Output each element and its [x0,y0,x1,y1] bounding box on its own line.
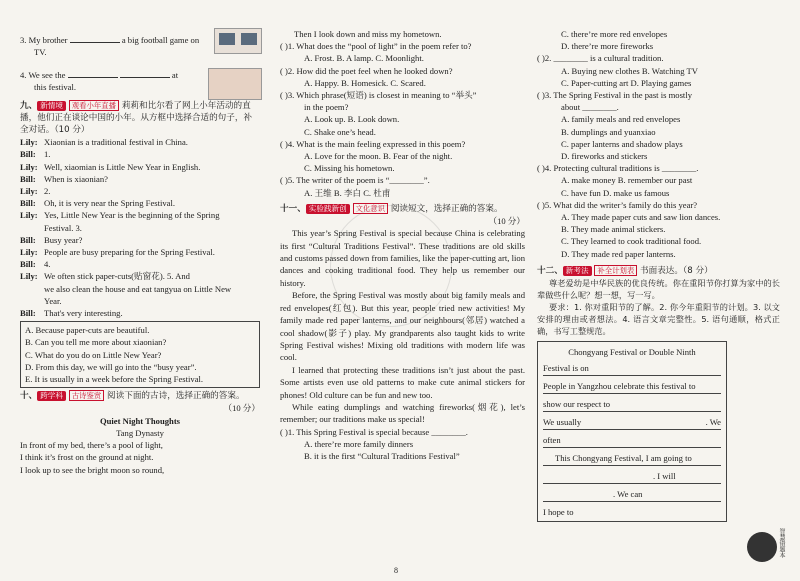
write-line[interactable]: People in Yangzhou celebrate this festival to [543,376,721,394]
write-line[interactable]: Festival is on [543,358,721,376]
question-4: 4. We see the at [20,70,179,81]
write-line[interactable]: This Chongyang Festival, I am going to [543,448,721,466]
option-item: A. Because paper-cuts are beautiful. [25,325,150,336]
answer-blank[interactable] [70,34,120,43]
poem-dynasty: Tang Dynasty [116,427,164,438]
dialogue-line [20,234,260,246]
option-line: Then I look down and miss my hometown. [294,29,442,39]
passage-paragraph: Before, the Spring Festival was mostly about big family meals and red envelopes(红包). But this year, people tried new activities! My family made red paper lanterns, and our neighbours(邻居) watched a cool shadow(影子) play. My grandparents also taught kids to write Spring Festival wishes! Mixing old traditions with modern life was cool. [280,290,525,363]
dialogue-line [20,270,260,282]
option-line: C. paper lanterns and shadow plays [561,138,683,149]
passage-paragraph: While eating dumplings and watching fireworks(烟花), let’s remember; our traditions make us special! [280,401,525,425]
dialogue-line [20,246,260,258]
speaker: Bill: [20,234,36,245]
question-line: ( )5. The writer of the poem is “________”. [280,175,430,186]
passage-paragraph: I learned that protecting these traditions isn’t just about the past. Some artists even use old patterns to make cute animal stickers for phones! Old culture can be fun and new too. [280,364,525,400]
option-line: B. They made animal stickers. [561,224,666,235]
speaker: Lily: [20,271,38,282]
question-line: ( )4. Protecting cultural traditions is ________. [537,163,699,174]
page-number: 8 [394,566,398,575]
option-item: D. From this day, we will go into the “busy year”. [25,361,197,372]
speaker: Lily: [20,210,38,221]
dialogue-text: Oh, it is very near the Spring Festival. [44,198,176,209]
dialogue-line [20,283,260,295]
poem-line: In front of my bed, there’s a pool of light, [20,440,163,451]
dialogue-text: Xiaonian is a traditional festival in China. [44,137,188,148]
question-line: ( )2. ________ is a cultural tradition. [537,53,664,64]
option-line: A. Happy. B. Homesick. C. Scared. [304,77,426,88]
option-line: A. Look up. B. Look down. [304,114,400,125]
dragon-boat-picture [208,68,262,100]
question-line: ( )2. How did the poet feel when he looked down? [280,65,453,76]
option-line: in the poem? [304,102,349,113]
poem-line: I think it’s frost on the ground at night. [20,452,154,463]
answer-blank[interactable] [120,69,170,78]
writing-box: Chongyang Festival or Double Ninth Festival is on People in Yangzhou celebrate this festival to show our respect to We usually . We often This Chongyang Festival, I am going to . I will . We can I hope to [537,341,727,522]
speaker: Bill: [20,149,36,160]
option-item: C. What do you do on Little New Year? [25,349,162,360]
dialogue-text: Busy year? [44,234,83,245]
speaker: Lily: [20,186,38,197]
dialogue-line [20,295,260,307]
option-line: C. have fun D. make us famous [561,187,670,198]
reading-passage [280,227,525,426]
question-line: ( )3. The Spring Festival in the past is mostly [537,90,692,101]
write-line[interactable]: I hope to [543,507,574,518]
option-line: D. there’re more fireworks [561,41,654,52]
tv-picture [214,28,262,54]
speaker: Lily: [20,161,38,172]
speaker: Lily: [20,137,38,148]
passage-paragraph: This year’s Spring Festival is special because China is celebrating its first “Cultural Traditions Festival”. These traditions are old skills and customs passed down from families, like the paper-cutting art, lion dances and cooking traditional food. They help us remember our history. [280,228,525,288]
option-item: E. It is usually in a week before the Spring Festival. [25,374,204,385]
option-line: A. make money B. remember our past [561,175,693,186]
answer-blank[interactable] [68,69,118,78]
dialogue-line [20,222,260,234]
write-line[interactable]: often [543,430,721,448]
dialogue-text: When is xiaonian? [44,173,108,184]
option-line: B. dumplings and yuanxiao [561,126,656,137]
question-1: ( )1. This Spring Festival is special because ________. [280,426,468,437]
option-line: C. They learned to cook traditional food. [561,236,702,247]
poem-title: Quiet Night Thoughts [99,415,181,426]
option-line: C. Missing his hometown. [304,163,395,174]
column-right: C. there’re more red envelopes D. there’re more fireworks ( )2. ________ is a cultural tradition. A. Buying new clothes B. Watching TV C. Paper-cutting art D. Playing games ( )3. The Spring Festival in the past is mostly about ________. A. family meals and red envelopes B. dumplings and yuanxiao C. paper lanterns and shadow plays D. fireworks and stickers ( )4. Protecting cultural traditions is ________. A. make money B. remember our past C. have fun D. make us famous ( )5. What did the writer’s family do this year? A. They made paper cuts and saw lion dances. B. They made animal stickers. C. They learned to cook traditional food. D. They made red paper lanterns. 十二、 新考法 补全计划表 书面表达。（8 分） 尊老爱幼是中华民族的优良传统。你在重阳节你打算为家中的长辈做些什么呢？想一想，写一写。 要求：1. 你对重阳节的了解。2. 你今年重阳节的计划。3. 以文安排的理由或者想法。4. 语言文章完整性。5. 语句通顺，格式正确，书写工整规范。 Chongyang Festival or Double Ninth Festival is on People in Yangzhou celebrate this festival to show our respect to We usually . We often This Chongyang Festival, I am going to . I will . We can I hope to [537,28,780,522]
option-line: C. there’re more red envelopes [561,29,668,39]
speaker: Bill: [20,308,36,319]
options-box [20,321,260,388]
option-line: A. They made paper cuts and saw lion dances. [561,212,721,223]
poem-line: I look up to see the bright moon so round, [20,464,165,475]
dialogue-line [20,173,260,185]
question-3: 3. My brother a big football game on [20,35,200,45]
option-line: A. 王维 B. 李白 C. 杜甫 [304,187,391,198]
option-line: D. They made red paper lanterns. [561,248,676,259]
dialogue-line [20,258,260,270]
speaker: Bill: [20,173,36,184]
dialogue-text: 4. [44,259,51,270]
dialogue-text: We often stick paper-cuts(贴窗花). 5. And [44,271,190,282]
write-line[interactable]: We usually . We [543,412,721,430]
dialogue-text: we also clean the house and eat tangyua on Little New [44,283,232,294]
option-item: B. Can you tell me more about xiaonian? [25,337,167,348]
question-line: ( )1. What does the “pool of light” in the poem refer to? [280,41,472,52]
dialogue-text: That's very interesting. [44,308,123,319]
option-line: A. Frost. B. A lamp. C. Moonlight. [304,53,424,64]
option-line: D. fireworks and stickers [561,151,648,162]
dialogue-text: Festival. 3. [44,222,82,233]
dialogue-text: Year. [44,295,62,306]
section-12-header: 十二、 新考法 补全计划表 书面表达。（8 分） [537,265,713,276]
poem-body [20,439,260,476]
dialogue-line [20,161,260,173]
question-line: ( )4. What is the main feeling expressed in this poem? [280,138,466,149]
question-line: ( )3. Which phrase(短语) is closest in meaning to “举头” [280,90,477,101]
corner-label: 智慧错题本 [778,528,785,558]
dialogue-line [20,209,260,221]
qr-logo [747,532,777,562]
speaker: Bill: [20,259,36,270]
write-line[interactable]: show our respect to [543,394,721,412]
write-line[interactable]: . We can [543,484,721,502]
dialogue-line [20,148,260,160]
poem-questions [280,28,525,199]
section-10-header: 十、 跨学科 古诗鉴赏 阅读下面的古诗，选择正确的答案。 [20,391,245,402]
dialogue-text: 2. [44,186,51,197]
speaker: Bill: [20,198,36,209]
dialogue-text: Well, xiaomian is Little New Year in English. [44,161,201,172]
dialogue-text: Yes, Little New Year is the beginning of the Spring [44,210,220,221]
option-line: about ________. [561,102,619,113]
option-line: A. Love for the moon. B. Fear of the night. [304,151,453,162]
dialogue-line [20,197,260,209]
option-line: C. Paper-cutting art D. Playing games [561,77,692,88]
option-line: C. Shake one’s head. [304,126,376,137]
section-9-header: 九、 新情境 观看小年直播 莉莉和比尔看了网上小年活动的直 [20,100,251,111]
option-line: A. family meals and red envelopes [561,114,681,125]
dialogue-text: 1. [44,149,51,160]
dialogue [20,136,260,319]
question-line: ( )5. What did the writer’s family do this year? [537,199,698,210]
write-line[interactable]: . I will [543,466,721,484]
column-middle: Then I look down and miss my hometown. ( )1. What does the “pool of light” in the poem refer to? A. Frost. B. A lamp. C. Moonlight. ( )2. How did the poet feel when he looked down? A. Happy. B. Homesick. C. Scared. ( )3. Which phrase(短语) is closest in meaning to “举头” in the poem? A. Look up. B. Look down. C. Shake one’s head. ( )4. What is the main feeling expressed in this poem? A. Love for the moon. B. Fear of the night. C. Missing his hometown. ( )5. The writer of the poem is “________”. A. 王维 B. 李白 C. 杜甫 十一、 实验践新创 文化意识 阅读短文，选择正确的答案。 （10 分） This year’s Spring Festival is special because China is celebrating its first “Cultural Traditions Festival”. These traditions are old skills and customs passed down from families, like the paper-cutting art, lion dances and cooking traditional food. They help us remember our history. Before, the Spring Festival was mostly about big family meals and red envelopes(红包). But this year, people tried new activities! My family made red paper lanterns, and our neighbours(邻居) watched a cool shadow(影子) play. My grandparents also taught kids to write Spring Festival wishes! Mixing old traditions with modern life was cool. I learned that protecting these traditions isn’t just about the past. Some artists even use old patterns to make cute animal stickers for phones! Old culture can be fun and new too. While eating dumplings and watching fireworks(烟花), let’s remember; our traditions make us special! ( )1. This Spring Festival is special because ________. A. there’re more family dinners B. it is the first “Cultural Traditions Festival” [280,29,525,462]
dialogue-text: People are busy preparing for the Spring Festival. [44,247,215,258]
reading-questions [537,28,780,260]
dialogue-line [20,185,260,197]
section-11-header: 十一、 实验践新创 文化意识 阅读短文，选择正确的答案。 [280,203,503,214]
speaker: Lily: [20,247,38,258]
dialogue-line [20,136,260,148]
dialogue-line [20,307,260,319]
option-line: A. Buying new clothes B. Watching TV [561,65,698,76]
column-left: 3. My brother a big football game on TV. 4. We see the at this festival. 九、 新情境 观看小年直播 莉莉和比尔看了网上小年活动的直 播，他们正在谈论中国的小年。从方框中选择合适的句子，补 全对话。（10 分） Lily: Xiaonian is a traditional festival in China. Bill: 1. Lily: Well, xiaomian is Little New Year in English. Bill: When is xiaonian? Lily: 2. Bill: Oh, it is very near the Spring Festival. Lily: Yes, Little New Year is the beginning of the Spring Festival. 3. Bill: Busy year? Lily: People are busy preparing for the Spring Festival. Bill: 4. Lily: We often stick paper-cuts(贴窗花). 5. And we also clean the house and eat tangyua on Little New Year. Bill: That's very interesting. A. Because paper-cuts are beautiful. B. Can you tell me more about xiaonian? C. What do you do on Little New Year? D. From this day, we will go into the “busy year”. E. It is usually in a week before the Spring Festival. 十、 跨学科 古诗鉴赏 阅读下面的古诗，选择正确的答案。 （10 分） Quiet Night Thoughts Tang Dynasty In front of my bed, there’s a pool of light, I think it’s frost on the ground at night. I look up to see the bright moon so round, [20,35,260,475]
